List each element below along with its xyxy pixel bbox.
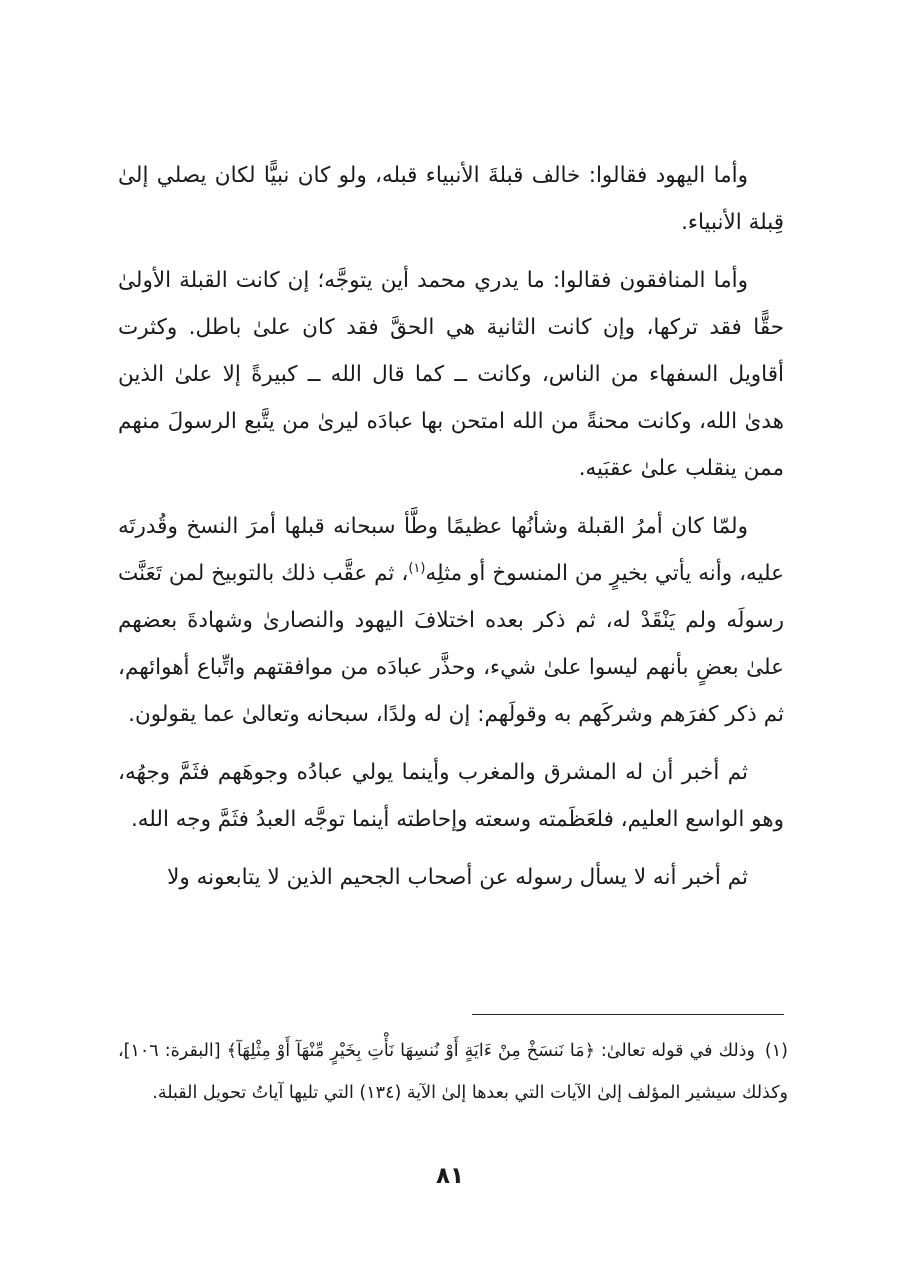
page-number: ٨١ [435, 1163, 465, 1189]
footnote-text [118, 1030, 788, 1114]
paragraph-abrogation-before: ولمّا كان أمرُ القبلة وشأنُها عظيمًا وطَّأ سبحانه قبلها أمرَ النسخ وقُدرتَه عليه، وأنه يأتي بخيرٍ من المنسوخ أو مثلِه [118, 514, 784, 586]
paragraph-companions-of-hell: ثم أخبر أنه لا يسأل رسوله عن أصحاب الجحيم الذين لا يتابعونه ولا [167, 865, 748, 890]
footnote-number: (١) [764, 1041, 788, 1061]
paragraph-east-west: ثم أخبر أن له المشرق والمغرب وأينما يولي عبادُه وجوهَهم فثَمَّ وجهُه، وهو الواسع العليم، فلعَظَمته وسعته وإحاطته أينما توجَّه العبدُ فثَمَّ وجه الله. [118, 760, 784, 832]
body-text [118, 152, 784, 912]
paragraph-abrogation-after: ، ثم عقَّب ذلك بالتوبيخ لمن تَعَنَّت رسولَه ولم يَنْقَدْ له، ثم ذكر بعده اختلافَ اليهود والنصارىٰ وشهادةَ بعضهم علىٰ بعضٍ بأنهم ليسوا علىٰ شيء، وحذَّر عبادَه من موافقتهم واتِّباع أهوائهم، ثم ذكر كفرَهم وشركَهم به وقولَهم: إن له ولدًا، سبحانه وتعالىٰ عما يقولون. [118, 561, 784, 727]
footnote-reference[interactable]: (١) [408, 560, 426, 576]
footnote-verse: ﴿مَا نَنسَخْ مِنْ ءَايَةٍ أَوْ نُنسِهَا نَأْتِ بِخَيْرٍ مِّنْهَآ أَوْ مِثْلِهَآ﴾ [226, 1041, 595, 1061]
paragraph-abrogation [118, 503, 784, 738]
footnote [118, 1030, 788, 1114]
footnote-rest: [البقرة: ١٠٦]، وكذلك سيشير المؤلف إلىٰ الآيات التي بعدها إلىٰ الآية (١٣٤) التي تليها آياتُ تحويل القبلة. [118, 1041, 788, 1103]
footnote-divider [472, 1014, 784, 1015]
footnote-lead: وذلك في قوله تعالىٰ: [600, 1041, 755, 1061]
paragraph-jews: وأما اليهود فقالوا: خالف قبلةَ الأنبياء قبله، ولو كان نبيًّا لكان يصلي إلىٰ قِبلة الأنبياء. [118, 163, 784, 235]
paragraph-hypocrites: وأما المنافقون فقالوا: ما يدري محمد أين يتوجَّه؛ إن كانت القبلة الأولىٰ حقًّا فقد تركها، وإن كانت الثانية هي الحقَّ فقد كان علىٰ باطل. وكثرت أقاويل السفهاء من الناس، وكانت ــ كما قال الله ــ كبيرةً إلا علىٰ الذين هدىٰ الله، وكانت محنةً من الله امتحن بها عبادَه ليرىٰ من يتَّبع الرسولَ منهم ممن ينقلب علىٰ عقبَيه. [118, 268, 784, 481]
